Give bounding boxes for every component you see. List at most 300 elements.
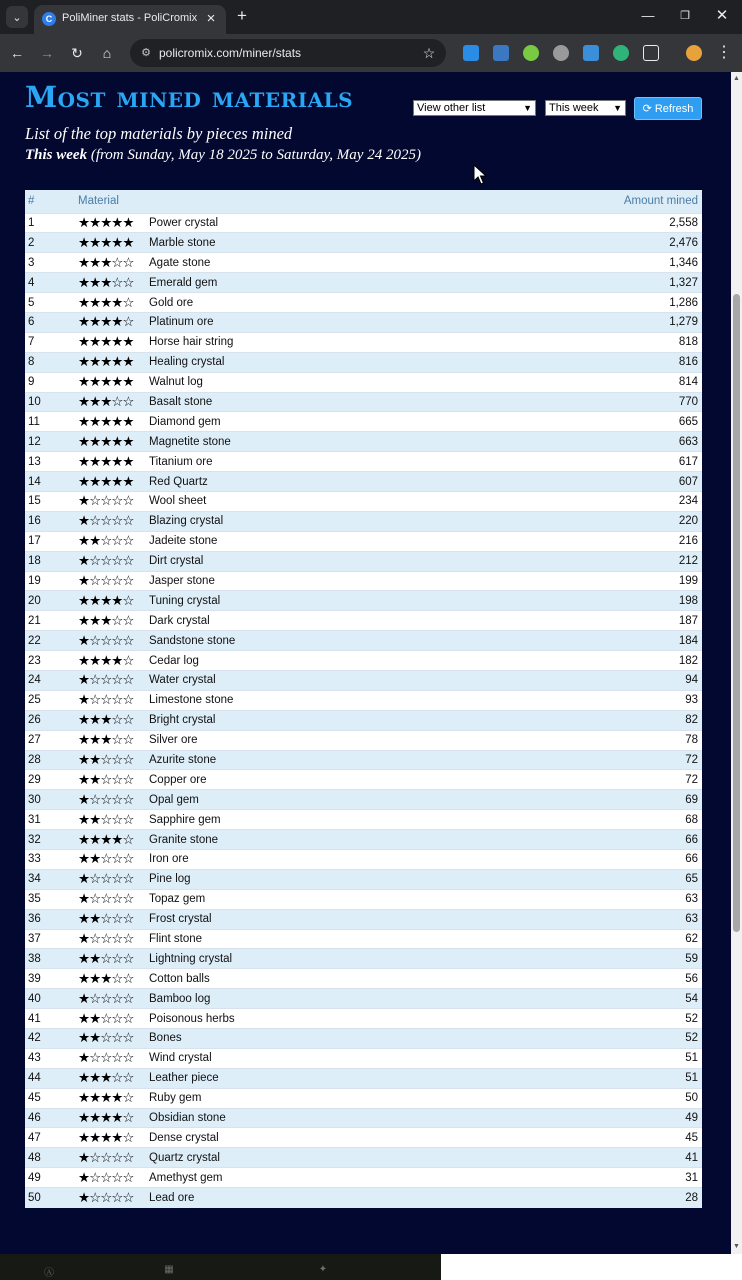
refresh-label: Refresh bbox=[654, 102, 694, 115]
material-name: Wind crystal bbox=[149, 1052, 212, 1065]
material-name: Bamboo log bbox=[149, 992, 211, 1005]
material-cell bbox=[77, 312, 495, 332]
table-row bbox=[25, 1048, 702, 1068]
table-row bbox=[25, 670, 702, 690]
browser-tab-active[interactable] bbox=[34, 5, 226, 34]
table-row bbox=[25, 591, 702, 611]
star-rating-icon: ★☆☆☆☆ bbox=[78, 931, 134, 946]
ai-icon[interactable]: Ⓐ bbox=[44, 1268, 54, 1279]
amount-cell: 94 bbox=[495, 670, 702, 690]
material-name: Wool sheet bbox=[149, 495, 207, 508]
material-cell bbox=[77, 869, 495, 889]
rank-cell: 30 bbox=[25, 790, 77, 810]
material-name: Sapphire gem bbox=[149, 813, 221, 826]
material-name: Granite stone bbox=[149, 833, 219, 846]
amount-cell: 93 bbox=[495, 690, 702, 710]
extension-icon-grammar[interactable] bbox=[613, 45, 629, 61]
material-cell bbox=[77, 511, 495, 531]
star-rating-icon: ★★★★★ bbox=[78, 374, 134, 390]
material-name: Emerald gem bbox=[149, 276, 218, 289]
material-cell bbox=[77, 1148, 495, 1168]
material-name: Obsidian stone bbox=[149, 1112, 226, 1125]
table-row bbox=[25, 452, 702, 472]
profile-avatar[interactable] bbox=[686, 45, 702, 61]
rank-cell: 19 bbox=[25, 571, 77, 591]
amount-cell: 51 bbox=[495, 1068, 702, 1088]
material-name: Gold ore bbox=[149, 296, 194, 309]
star-rating-icon: ★★★★☆ bbox=[78, 1129, 134, 1145]
material-cell bbox=[77, 452, 495, 472]
table-row bbox=[25, 312, 702, 332]
table-row bbox=[25, 810, 702, 830]
material-name: Titanium ore bbox=[149, 455, 213, 468]
material-cell bbox=[77, 889, 495, 909]
table-row bbox=[25, 790, 702, 810]
extension-icon-blue[interactable] bbox=[463, 45, 479, 61]
material-name: Dirt crystal bbox=[149, 555, 204, 568]
material-cell bbox=[77, 909, 495, 929]
amount-cell: 28 bbox=[495, 1188, 702, 1208]
material-name: Bones bbox=[149, 1032, 182, 1045]
rank-cell: 13 bbox=[25, 452, 77, 472]
calendar-icon[interactable]: ▦ bbox=[164, 1264, 174, 1275]
material-cell bbox=[77, 491, 495, 511]
rank-cell: 38 bbox=[25, 949, 77, 969]
material-cell bbox=[77, 1029, 495, 1049]
material-cell bbox=[77, 531, 495, 551]
material-cell bbox=[77, 392, 495, 412]
table-header-row bbox=[25, 190, 702, 213]
bookmark-star-icon[interactable]: ☆ bbox=[422, 45, 436, 61]
table-row bbox=[25, 213, 702, 233]
star-rating-icon: ★☆☆☆☆ bbox=[78, 1189, 134, 1205]
table-row bbox=[25, 750, 702, 770]
table-row bbox=[25, 651, 702, 671]
rank-cell: 27 bbox=[25, 730, 77, 750]
material-name: Cotton balls bbox=[149, 972, 210, 985]
material-cell bbox=[77, 1188, 495, 1208]
amount-cell: 1,327 bbox=[495, 273, 702, 293]
view-other-list-select[interactable] bbox=[413, 100, 536, 116]
table-row bbox=[25, 293, 702, 313]
material-cell bbox=[77, 929, 495, 949]
star-rating-icon: ★★☆☆☆ bbox=[78, 771, 134, 787]
table-row bbox=[25, 1188, 702, 1208]
material-cell bbox=[77, 551, 495, 571]
rank-cell: 8 bbox=[25, 352, 77, 372]
star-rating-icon: ★☆☆☆☆ bbox=[78, 632, 134, 648]
reload-icon[interactable]: ↻ bbox=[71, 45, 83, 61]
scrollbar-thumb[interactable] bbox=[733, 294, 740, 932]
table-row bbox=[25, 472, 702, 492]
back-icon[interactable]: ← bbox=[10, 45, 24, 61]
amount-cell: 78 bbox=[495, 730, 702, 750]
rank-cell: 32 bbox=[25, 830, 77, 850]
amount-cell: 818 bbox=[495, 332, 702, 352]
star-rating-icon: ★★☆☆☆ bbox=[78, 851, 134, 867]
material-name: Horse hair string bbox=[149, 336, 234, 349]
star-rating-icon: ★☆☆☆☆ bbox=[78, 1149, 134, 1165]
rank-cell: 15 bbox=[25, 491, 77, 511]
rank-cell: 36 bbox=[25, 909, 77, 929]
amount-cell: 184 bbox=[495, 631, 702, 651]
table-row bbox=[25, 511, 702, 531]
amount-cell: 199 bbox=[495, 571, 702, 591]
list-select-value: View other list bbox=[417, 102, 486, 114]
material-cell bbox=[77, 670, 495, 690]
amount-cell: 234 bbox=[495, 491, 702, 511]
rank-cell: 39 bbox=[25, 969, 77, 989]
amount-cell: 62 bbox=[495, 929, 702, 949]
table-row bbox=[25, 531, 702, 551]
material-name: Jadeite stone bbox=[149, 535, 218, 548]
scrollbar[interactable] bbox=[731, 72, 742, 1254]
table-row bbox=[25, 690, 702, 710]
material-name: Lead ore bbox=[149, 1191, 195, 1204]
forward-icon[interactable]: → bbox=[40, 45, 54, 61]
rank-cell: 1 bbox=[25, 213, 77, 233]
amount-cell: 66 bbox=[495, 850, 702, 870]
material-cell bbox=[77, 432, 495, 452]
material-name: Jasper stone bbox=[149, 574, 215, 587]
star-rating-icon: ★☆☆☆☆ bbox=[78, 1169, 134, 1185]
browser-toolbar bbox=[0, 34, 742, 72]
material-name: Bright crystal bbox=[149, 714, 216, 727]
rank-cell: 42 bbox=[25, 1029, 77, 1049]
extension-icon-abp[interactable] bbox=[553, 45, 569, 61]
bottom-taskbar bbox=[0, 1254, 742, 1280]
restore-icon[interactable]: ❐ bbox=[680, 10, 690, 22]
rank-cell: 6 bbox=[25, 312, 77, 332]
extension-icon-green[interactable] bbox=[523, 45, 539, 61]
extension-icon-badge[interactable] bbox=[493, 45, 509, 61]
amount-cell: 2,558 bbox=[495, 213, 702, 233]
material-cell bbox=[77, 750, 495, 770]
rank-cell: 41 bbox=[25, 1009, 77, 1029]
star-rating-icon: ★★★★★ bbox=[78, 433, 134, 449]
rank-cell: 31 bbox=[25, 810, 77, 830]
amount-cell: 617 bbox=[495, 452, 702, 472]
table-row bbox=[25, 869, 702, 889]
material-cell bbox=[77, 293, 495, 313]
material-name: Amethyst gem bbox=[149, 1171, 223, 1184]
rank-cell: 35 bbox=[25, 889, 77, 909]
star-rating-icon: ★★☆☆☆ bbox=[78, 811, 134, 827]
material-name: Quartz crystal bbox=[149, 1151, 220, 1164]
material-name: Agate stone bbox=[149, 256, 211, 269]
material-name: Dark crystal bbox=[149, 614, 210, 627]
table-row bbox=[25, 969, 702, 989]
table-row bbox=[25, 273, 702, 293]
rank-cell: 12 bbox=[25, 432, 77, 452]
star-rating-icon: ★☆☆☆☆ bbox=[78, 1050, 134, 1066]
table-row bbox=[25, 631, 702, 651]
material-name: Frost crystal bbox=[149, 913, 212, 926]
amount-cell: 50 bbox=[495, 1088, 702, 1108]
material-cell bbox=[77, 850, 495, 870]
range-label: This week bbox=[25, 147, 88, 163]
refresh-icon: ⟳ bbox=[642, 103, 652, 115]
plus-icon[interactable]: + bbox=[237, 6, 247, 25]
amount-cell: 1,346 bbox=[495, 253, 702, 273]
star-rating-icon: ★☆☆☆☆ bbox=[78, 692, 134, 708]
material-cell bbox=[77, 730, 495, 750]
material-cell bbox=[77, 591, 495, 611]
table-row bbox=[25, 491, 702, 511]
rank-cell: 40 bbox=[25, 989, 77, 1009]
amount-cell: 63 bbox=[495, 889, 702, 909]
amount-cell: 59 bbox=[495, 949, 702, 969]
star-rating-icon: ★★★★☆ bbox=[78, 1090, 134, 1106]
rank-cell: 24 bbox=[25, 670, 77, 690]
rank-cell: 50 bbox=[25, 1188, 77, 1208]
column-header-rank[interactable]: # bbox=[25, 190, 77, 213]
material-name: Copper ore bbox=[149, 773, 207, 786]
table-row bbox=[25, 949, 702, 969]
star-rating-icon: ★★★★★ bbox=[78, 453, 134, 469]
material-name: Basalt stone bbox=[149, 395, 213, 408]
star-rating-icon: ★★★☆☆ bbox=[78, 254, 134, 270]
material-cell bbox=[77, 1048, 495, 1068]
chevron-down-icon: ▼ bbox=[523, 103, 532, 113]
table-row bbox=[25, 1029, 702, 1049]
rank-cell: 25 bbox=[25, 690, 77, 710]
table-row bbox=[25, 929, 702, 949]
range-text: (from Sunday, May 18 2025 to Saturday, May 24 2025) bbox=[87, 147, 421, 163]
material-name: Marble stone bbox=[149, 236, 216, 249]
amount-cell: 2,476 bbox=[495, 233, 702, 253]
material-name: Lightning crystal bbox=[149, 952, 233, 965]
material-cell bbox=[77, 710, 495, 730]
rank-cell: 17 bbox=[25, 531, 77, 551]
star-rating-icon: ★★★★☆ bbox=[78, 294, 134, 310]
star-rating-icon: ★★★☆☆ bbox=[78, 732, 134, 748]
material-cell bbox=[77, 233, 495, 253]
table-row bbox=[25, 1108, 702, 1128]
material-name: Dense crystal bbox=[149, 1131, 219, 1144]
amount-cell: 72 bbox=[495, 750, 702, 770]
star-rating-icon: ★★★★★ bbox=[78, 413, 134, 429]
material-cell bbox=[77, 352, 495, 372]
rank-cell: 23 bbox=[25, 651, 77, 671]
rank-cell: 44 bbox=[25, 1068, 77, 1088]
minimize-icon[interactable]: — bbox=[641, 8, 655, 23]
material-name: Pine log bbox=[149, 873, 191, 886]
chevron-down-icon: ▼ bbox=[613, 103, 622, 113]
amount-cell: 220 bbox=[495, 511, 702, 531]
rank-cell: 5 bbox=[25, 293, 77, 313]
rank-cell: 29 bbox=[25, 770, 77, 790]
page-subtitle: List of the top materials by pieces mined bbox=[25, 124, 293, 143]
rank-cell: 22 bbox=[25, 631, 77, 651]
tab-list-icon[interactable]: ⌄ bbox=[6, 6, 28, 28]
table-row bbox=[25, 909, 702, 929]
material-cell bbox=[77, 273, 495, 293]
table-row bbox=[25, 571, 702, 591]
star-rating-icon: ★★★★☆ bbox=[78, 831, 134, 847]
material-name: Blazing crystal bbox=[149, 515, 224, 528]
star-rating-icon: ★★★☆☆ bbox=[78, 1070, 134, 1086]
amount-cell: 56 bbox=[495, 969, 702, 989]
star-rating-icon: ★☆☆☆☆ bbox=[78, 553, 134, 569]
amount-cell: 770 bbox=[495, 392, 702, 412]
star-rating-icon: ★★★★☆ bbox=[78, 592, 134, 608]
material-name: Diamond gem bbox=[149, 415, 221, 428]
menu-dots-icon[interactable]: ⋮ bbox=[716, 44, 732, 61]
material-name: Limestone stone bbox=[149, 694, 234, 707]
rank-cell: 3 bbox=[25, 253, 77, 273]
material-name: Platinum ore bbox=[149, 316, 214, 329]
rank-cell: 4 bbox=[25, 273, 77, 293]
scroll-up-arrow-icon[interactable]: ▲ bbox=[733, 75, 740, 82]
table-row bbox=[25, 332, 702, 352]
column-header-amount[interactable]: Amount mined bbox=[495, 190, 702, 213]
material-name: Cedar log bbox=[149, 654, 199, 667]
site-favicon: C bbox=[42, 12, 56, 26]
table-row bbox=[25, 1148, 702, 1168]
amount-cell: 52 bbox=[495, 1009, 702, 1029]
material-cell bbox=[77, 949, 495, 969]
material-cell bbox=[77, 332, 495, 352]
material-cell bbox=[77, 810, 495, 830]
rank-cell: 47 bbox=[25, 1128, 77, 1148]
rank-cell: 2 bbox=[25, 233, 77, 253]
material-name: Flint stone bbox=[149, 933, 203, 945]
amount-cell: 45 bbox=[495, 1128, 702, 1148]
material-name: Poisonous herbs bbox=[149, 1012, 235, 1025]
star-rating-icon: ★☆☆☆☆ bbox=[78, 791, 134, 807]
star-rating-icon: ★★★★★ bbox=[78, 214, 134, 230]
material-name: Tuning crystal bbox=[149, 594, 221, 607]
material-name: Magnetite stone bbox=[149, 435, 231, 448]
site-info-icon[interactable]: ⚙ bbox=[141, 47, 151, 59]
window-close-icon[interactable]: ✕ bbox=[715, 7, 729, 24]
table-row bbox=[25, 233, 702, 253]
scroll-down-arrow-icon[interactable]: ▼ bbox=[733, 1243, 740, 1250]
puzzle-icon[interactable] bbox=[643, 45, 659, 61]
star-rating-icon: ★☆☆☆☆ bbox=[78, 891, 134, 907]
amount-cell: 187 bbox=[495, 611, 702, 631]
page-title: Most mined materials bbox=[25, 80, 354, 114]
table-row bbox=[25, 1009, 702, 1029]
material-name: Healing crystal bbox=[149, 356, 225, 369]
material-cell bbox=[77, 611, 495, 631]
amount-cell: 69 bbox=[495, 790, 702, 810]
star-rating-icon: ★☆☆☆☆ bbox=[78, 871, 134, 887]
amount-cell: 816 bbox=[495, 352, 702, 372]
table-row bbox=[25, 1168, 702, 1188]
rank-cell: 21 bbox=[25, 611, 77, 631]
close-icon[interactable]: × bbox=[206, 10, 216, 27]
period-select-value: This week bbox=[549, 102, 599, 114]
table-row bbox=[25, 1068, 702, 1088]
rank-cell: 43 bbox=[25, 1048, 77, 1068]
amount-cell: 216 bbox=[495, 531, 702, 551]
amount-cell: 54 bbox=[495, 989, 702, 1009]
rank-cell: 45 bbox=[25, 1088, 77, 1108]
tab-title: PoliMiner stats - PoliCromix bbox=[62, 12, 198, 24]
material-name: Azurite stone bbox=[149, 753, 217, 766]
date-range bbox=[25, 147, 421, 164]
material-cell bbox=[77, 571, 495, 591]
url-text: policromix.com/miner/stats bbox=[159, 46, 302, 60]
material-name: Power crystal bbox=[149, 216, 219, 229]
material-cell bbox=[77, 1108, 495, 1128]
amount-cell: 66 bbox=[495, 830, 702, 850]
address-bar[interactable] bbox=[130, 39, 446, 67]
amount-cell: 63 bbox=[495, 909, 702, 929]
rank-cell: 49 bbox=[25, 1168, 77, 1188]
table-row bbox=[25, 611, 702, 631]
amount-cell: 665 bbox=[495, 412, 702, 432]
star-rating-icon: ★★★☆☆ bbox=[78, 712, 134, 728]
material-cell bbox=[77, 651, 495, 671]
star-rating-icon: ★★☆☆☆ bbox=[78, 533, 134, 549]
table-row bbox=[25, 392, 702, 412]
star-rating-icon: ★☆☆☆☆ bbox=[78, 493, 134, 509]
material-cell bbox=[77, 969, 495, 989]
rank-cell: 33 bbox=[25, 850, 77, 870]
column-header-material[interactable]: Material bbox=[77, 190, 495, 213]
table-row bbox=[25, 770, 702, 790]
material-cell bbox=[77, 472, 495, 492]
home-icon[interactable]: ⌂ bbox=[102, 45, 112, 61]
material-name: Ruby gem bbox=[149, 1092, 202, 1105]
extension-icon-s[interactable] bbox=[583, 45, 599, 61]
period-select[interactable] bbox=[545, 100, 626, 116]
table-row bbox=[25, 432, 702, 452]
rank-cell: 48 bbox=[25, 1148, 77, 1168]
star-rating-icon: ★★★★★ bbox=[78, 473, 134, 489]
star-rating-icon: ★★☆☆☆ bbox=[78, 911, 134, 927]
image-edit-icon[interactable]: ✦ bbox=[318, 1264, 328, 1275]
star-rating-icon: ★★★☆☆ bbox=[78, 970, 134, 986]
amount-cell: 814 bbox=[495, 372, 702, 392]
amount-cell: 212 bbox=[495, 551, 702, 571]
material-name: Opal gem bbox=[149, 793, 199, 806]
amount-cell: 72 bbox=[495, 770, 702, 790]
rank-cell: 10 bbox=[25, 392, 77, 412]
star-rating-icon: ★☆☆☆☆ bbox=[78, 513, 134, 529]
material-name: Walnut log bbox=[149, 376, 203, 389]
material-cell bbox=[77, 1168, 495, 1188]
rank-cell: 26 bbox=[25, 710, 77, 730]
material-cell bbox=[77, 253, 495, 273]
material-name: Sandstone stone bbox=[149, 634, 236, 647]
rank-cell: 28 bbox=[25, 750, 77, 770]
amount-cell: 82 bbox=[495, 710, 702, 730]
amount-cell: 41 bbox=[495, 1148, 702, 1168]
table-row bbox=[25, 1088, 702, 1108]
amount-cell: 65 bbox=[495, 869, 702, 889]
amount-cell: 182 bbox=[495, 651, 702, 671]
amount-cell: 607 bbox=[495, 472, 702, 492]
material-name: Leather piece bbox=[149, 1072, 219, 1085]
material-cell bbox=[77, 790, 495, 810]
star-rating-icon: ★★★★★ bbox=[78, 334, 134, 350]
table-row bbox=[25, 412, 702, 432]
rank-cell: 37 bbox=[25, 929, 77, 949]
refresh-button[interactable] bbox=[634, 97, 702, 120]
material-name: Red Quartz bbox=[149, 475, 208, 488]
star-rating-icon: ★★☆☆☆ bbox=[78, 751, 134, 767]
table-row bbox=[25, 710, 702, 730]
amount-cell: 198 bbox=[495, 591, 702, 611]
rank-cell: 20 bbox=[25, 591, 77, 611]
table-row bbox=[25, 830, 702, 850]
star-rating-icon: ★★☆☆☆ bbox=[78, 1030, 134, 1046]
amount-cell: 49 bbox=[495, 1108, 702, 1128]
